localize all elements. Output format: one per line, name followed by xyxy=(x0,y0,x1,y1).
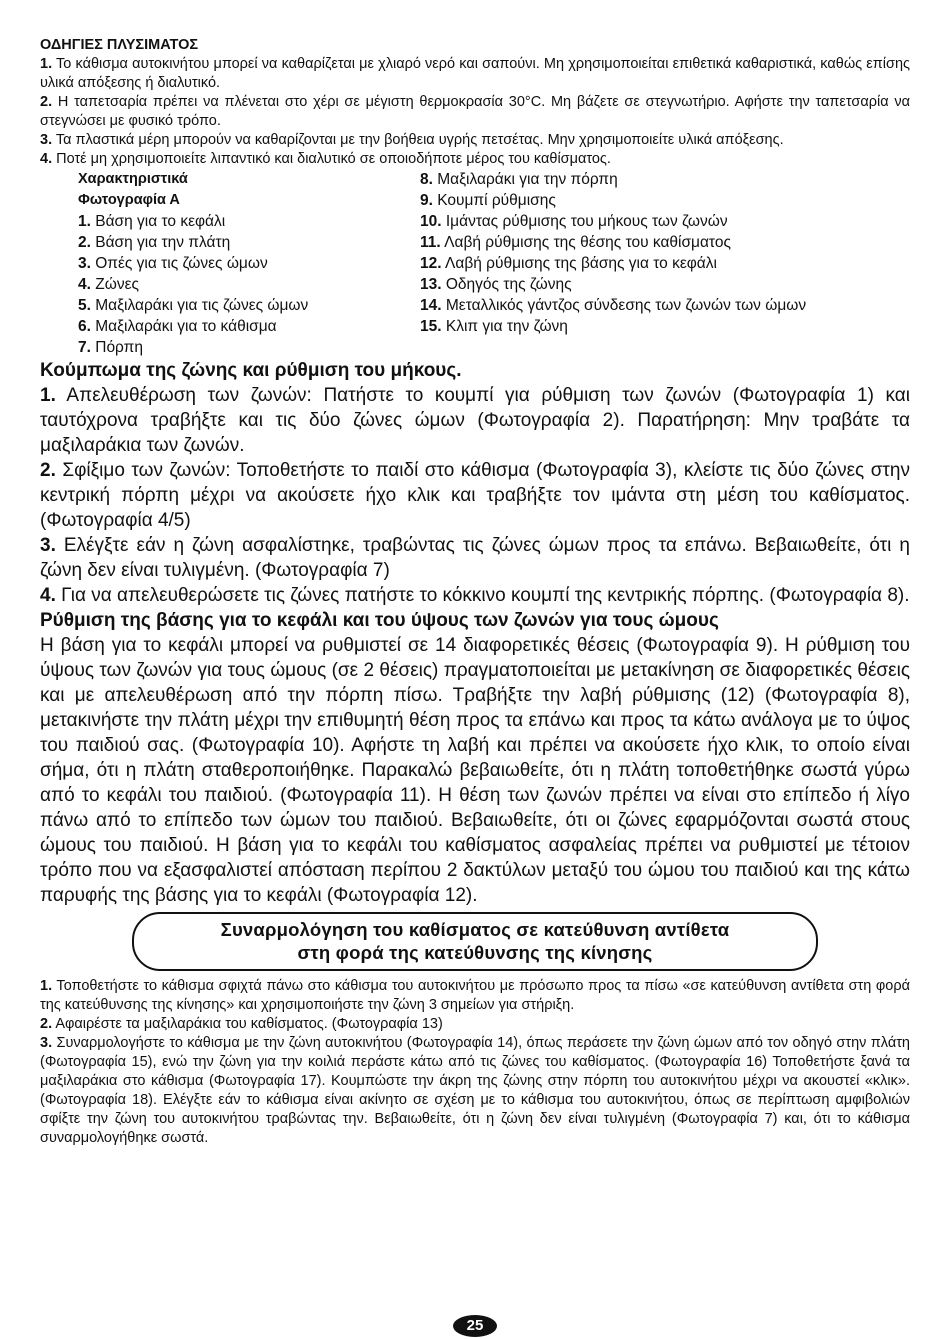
feature-item: 10. Ιμάντας ρύθμισης του μήκους των ζωνών xyxy=(420,213,728,230)
feature-item: 6. Μαξιλαράκι για το κάθισμα xyxy=(78,318,277,335)
washing-title: ΟΔΗΓΙΕΣ ΠΛΥΣΙΜΑΤΟΣ xyxy=(40,37,199,53)
feature-item: 11. Λαβή ρύθμισης της θέσης του καθίσματος xyxy=(420,234,731,251)
buckle-item-2: 2. Σφίξιμο των ζωνών: Τοποθετήστε το παιδί στο κάθισμα (Φωτογραφία 3), κλείστε τις δύο ζώνες στην κεντρική πόρπη μέχρι να ακούσετε ήχο κλικ και τραβήξτε τον ιμάντα στη μέση του καθίσματος. (Φωτογραφία 4/5) xyxy=(40,460,910,531)
washing-item-3: 3. Τα πλαστικά μέρη μπορούν να καθαρίζονται με την βοήθεια υγρής πετσέτας. Μην χρησιμοποιείτε υλικά απόξεσης. xyxy=(40,132,784,148)
rearward-item-1: 1. Τοποθετήστε το κάθισμα σφιχτά πάνω στο κάθισμα του αυτοκινήτου με πρόσωπο προς τα πίσω «σε κατεύθυνση αντίθετα στη φορά της κατεύθυνσης της κίνησης» και χρησιμοποιήστε την ζώνη 3 σημείων για στήριξη. xyxy=(40,978,910,1013)
rearward-section xyxy=(40,977,910,1148)
headrest-body: Η βάση για το κεφάλι μπορεί να ρυθμιστεί σε 14 διαφορετικές θέσεις (Φωτογραφία 9). Η ρύθμιση του ύψους των ζωνών για τους ώμους (σε 2 θέσεις) πραγματοποιείται με μετακίνηση σε διαφορετικές θέσεις και με απελευθέρωση από την πόρπη πίσω. Τραβήξτε την λαβή ρύθμισης (12) (Φωτογραφία 8), μετακινήστε την πλάτη μέχρι την επιθυμητή θέση προς τα επάνω και προς τα κάτω ανάλογα με το ύψος του παιδιού σας. (Φωτογραφία 10). Αφήστε τη λαβή και πρέπει να ακούσετε ήχο κλικ, το οποίο είναι σήμα, ότι η πλάτη σταθεροποιήθηκε. Παρακαλώ βεβαιωθείτε, ότι η πλάτη τοποθετήθηκε σωστά γύρω από το κεφάλι του παιδιού. (Φωτογραφία 11). Η θέση των ζωνών πρέπει να είναι στο επίπεδο ή λίγο πάνω από το επίπεδο των ώμων του παιδιού. Βεβαιωθείτε, ότι οι ζώνες εφαρμόζονται σωστά στους ώμους του παιδιού. Η βάση για το κεφάλι του καθίσματος ασφαλείας πρέπει να ρυθμιστεί με τέτοιον τρόπο που να εξασφαλιστεί απόσταση περίπου 2 δακτύλων μεταξύ του ώμου του παιδιού και της κάτω παρυφής της βάσης για το κεφάλι (Φωτογραφία 12). xyxy=(40,635,910,906)
feature-item: 7. Πόρπη xyxy=(78,339,143,356)
buckle-item-1: 1. Απελευθέρωση των ζωνών: Πατήστε το κουμπί για ρύθμιση των ζωνών (Φωτογραφία 1) και ταυτόχρονα τραβήξτε και τις δύο ζώνες ώμων (Φωτογραφία 2). Παρατήρηση: Μην τραβάτε τα μαξιλαράκια των ζωνών. xyxy=(40,385,910,456)
feature-item: 9. Κουμπί ρύθμισης xyxy=(420,192,556,209)
features-right-column xyxy=(420,169,910,358)
headrest-section xyxy=(40,608,910,908)
feature-item: 5. Μαξιλαράκι για τις ζώνες ώμων xyxy=(78,297,309,314)
rearward-item-3: 3. Συναρμολογήστε το κάθισμα με την ζώνη αυτοκινήτου (Φωτογραφία 14), όπως περάσετε την ζώνη ώμων από τον οδηγό στην πλάτη (Φωτογραφία 15), ενώ την ζώνη για την κοιλιά περάστε κάτω από τις ζώνες του καθίσματος. (Φωτογραφία 16) Τοποθετήστε ξανά τα μαξιλαράκια στο κάθισμα (Φωτογραφία 17). Κουμπώστε την άκρη της ζώνης στην πόρπη του αυτοκινήτου μέχρι να ακουστεί «κλικ». (Φωτογραφία 18). Ελέγξτε εάν το κάθισμα είναι ακίνητο σε σχέση με το κάθισμα του αυτοκινήτου, όπως σε περίπτωση αμφιβολιών σφίξτε την ζώνη του αυτοκινήτου τραβώντας την. Βεβαιωθείτε, ότι η ζώνη δεν είναι τυλιγμένη (Φωτογραφία 7) και, ότι το κάθισμα συναρμολογήθηκε σωστά. xyxy=(40,1035,910,1146)
rearward-title-line-1: Συναρμολόγηση του καθίσματος σε κατεύθυνση αντίθετα xyxy=(220,919,730,940)
headrest-title: Ρύθμιση της βάσης για το κεφάλι και του ύψους των ζωνών για τους ώμους xyxy=(40,610,719,631)
feature-item: 8. Μαξιλαράκι για την πόρπη xyxy=(420,171,618,188)
rearward-title-line-2: στη φορά της κατεύθυνσης της κίνησης xyxy=(297,942,653,963)
feature-item: 1. Βάση για το κεφάλι xyxy=(78,213,226,230)
buckle-item-4: 4. Για να απελευθερώσετε τις ζώνες πατήστε το κόκκινο κουμπί της κεντρικής πόρπης. (Φωτογραφία 8). xyxy=(40,585,910,606)
feature-item: 13. Οδηγός της ζώνης xyxy=(420,276,572,293)
washing-item-4: 4. Ποτέ μη χρησιμοποιείτε λιπαντικό και διαλυτικό σε οποιοδήποτε μέρος του καθίσματος. xyxy=(40,151,611,167)
features-subtitle: Φωτογραφία Α xyxy=(78,192,180,208)
rearward-item-2: 2. Αφαιρέστε τα μαξιλαράκια του καθίσματος. (Φωτογραφία 13) xyxy=(40,1016,443,1032)
features-title: Χαρακτηριστικά xyxy=(78,171,188,187)
rearward-banner xyxy=(132,912,818,971)
buckle-item-3: 3. Ελέγξτε εάν η ζώνη ασφαλίστηκε, τραβώντας τις ζώνες ώμων προς τα επάνω. Βεβαιωθείτε, ότι η ζώνη δεν είναι τυλιγμένη. (Φωτογραφία 7) xyxy=(40,535,910,581)
features-section xyxy=(40,169,910,358)
feature-item: 15. Κλιπ για την ζώνη xyxy=(420,318,568,335)
page-number: 25 xyxy=(453,1315,497,1337)
feature-item: 12. Λαβή ρύθμισης της βάσης για το κεφάλι xyxy=(420,255,717,272)
features-left-column xyxy=(40,169,420,358)
buckle-section xyxy=(40,358,910,608)
washing-section xyxy=(40,36,910,169)
feature-item: 3. Οπές για τις ζώνες ώμων xyxy=(78,255,268,272)
manual-page xyxy=(40,36,910,1148)
washing-item-1: 1. Το κάθισμα αυτοκινήτου μπορεί να καθαρίζεται με χλιαρό νερό και σαπούνι. Μη χρησιμοποιείται επιθετικά καθαριστικά, καθώς επίσης υλικά απόξεσης ή διαλυτικό. xyxy=(40,56,910,91)
washing-item-2: 2. Η ταπετσαρία πρέπει να πλένεται στο χέρι σε μέγιστη θερμοκρασία 30°C. Μη βάζετε σε στεγνωτήριο. Αφήστε την ταπετσαρία να στεγνώσει με φυσικό τρόπο. xyxy=(40,94,910,129)
rearward-banner-wrap xyxy=(40,912,910,971)
buckle-title: Κούμπωμα της ζώνης και ρύθμιση του μήκους. xyxy=(40,360,462,381)
feature-item: 2. Βάση για την πλάτη xyxy=(78,234,231,251)
feature-item: 14. Μεταλλικός γάντζος σύνδεσης των ζωνών των ώμων xyxy=(420,297,807,314)
feature-item: 4. Ζώνες xyxy=(78,276,139,293)
